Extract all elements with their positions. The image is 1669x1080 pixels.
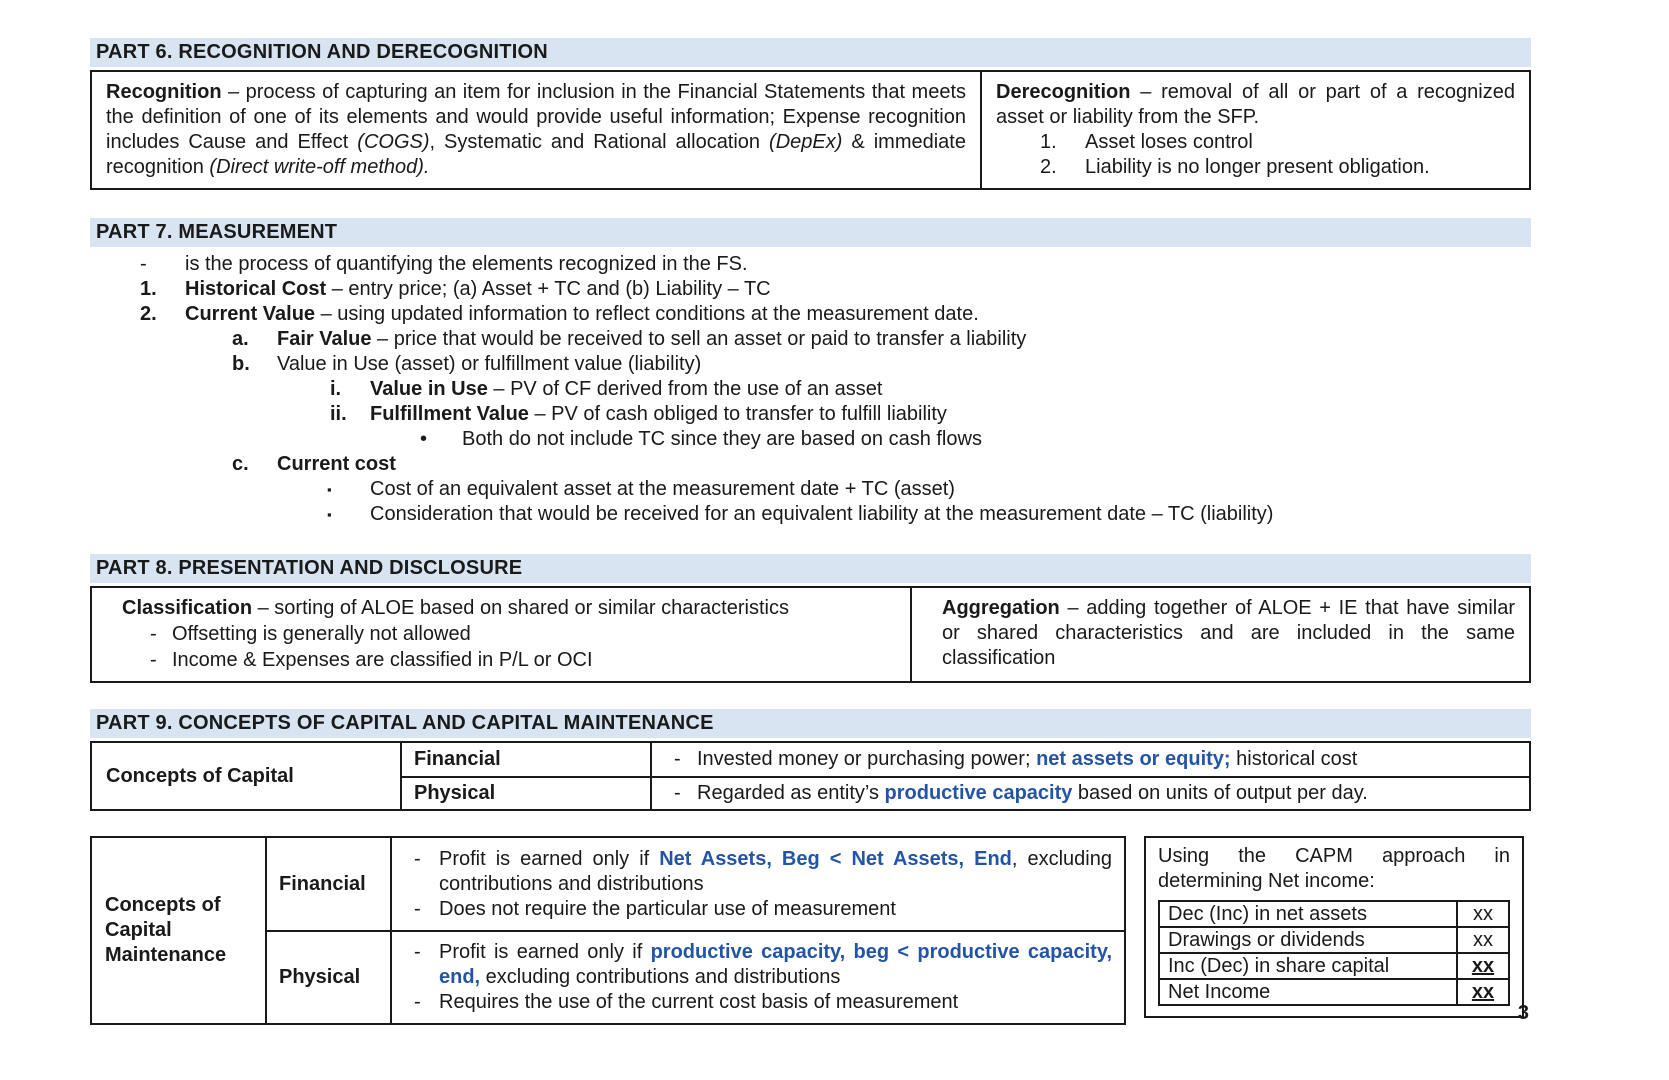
concepts-of-capital-table: [90, 741, 1531, 811]
capital-physical-label: Physical: [402, 776, 652, 809]
list-item: [996, 130, 1515, 155]
classification-cell: [92, 588, 912, 681]
capital-physical-desc: [652, 776, 1529, 809]
page-number: 3: [1517, 1002, 1529, 1024]
list-item: [90, 252, 1531, 277]
list-item-text: Consideration that would be received for an equivalent liability at the measurement date – TC (liability): [370, 503, 1274, 525]
dash-marker: -: [674, 782, 681, 804]
bullet-icon: •: [420, 428, 428, 450]
part7-header: PART 7. MEASUREMENT: [90, 218, 1531, 247]
part6-header: PART 6. RECOGNITION AND DERECOGNITION: [90, 38, 1531, 67]
dash-marker: -: [150, 649, 157, 671]
list-item-text: Both do not include TC since they are based on cash flows: [462, 428, 982, 450]
capm-row-value: xx: [1457, 927, 1509, 953]
list-item: [150, 647, 896, 673]
list-item-text: Requires the use of the current cost basis of measurement: [439, 991, 959, 1013]
list-item-text: Fair Value – price that would be received to sell an asset or paid to transfer a liability: [277, 328, 1027, 350]
list-item: [414, 897, 1112, 922]
capital-row-header: Concepts of Capital: [92, 743, 402, 809]
part7-section: [90, 218, 1531, 527]
list-item-text: Liability is no longer present obligation.: [1085, 156, 1430, 178]
list-item: [414, 990, 1112, 1015]
list-marker: a.: [232, 328, 249, 350]
recognition-derecognition-box: [90, 70, 1531, 190]
list-item-text: Asset loses control: [1085, 131, 1253, 153]
list-item-text: Current cost: [277, 453, 396, 475]
maintenance-financial-desc: [392, 838, 1124, 930]
list-item: [90, 327, 1531, 352]
list-item-text: Value in Use – PV of CF derived from the use of an asset: [370, 378, 883, 400]
capital-financial-text: Invested money or purchasing power; net assets or equity; historical cost: [697, 748, 1358, 770]
capm-row-label: Dec (Inc) in net assets: [1159, 901, 1457, 927]
capm-row-label: Drawings or dividends: [1159, 927, 1457, 953]
recognition-text: Recognition – process of capturing an item for inclusion in the Financial Statements that meets the definition of one of its elements and would provide useful information; Expense recognition includes Cause and Effect (COGS), Systematic and Rational allocation (DepEx) & immediate recognition (Direct write-off method).: [106, 81, 966, 178]
aggregation-cell: [912, 588, 1529, 681]
aggregation-text: Aggregation – adding together of ALOE + IE that have similar or shared characteristics and are included in the same classification: [942, 597, 1515, 669]
measurement-list: [90, 252, 1531, 527]
list-item: [90, 302, 1531, 327]
list-item: [414, 940, 1112, 990]
table-row: [1159, 979, 1509, 1005]
capm-panel: [1144, 836, 1524, 1018]
list-item: [90, 377, 1531, 402]
capm-row-value: xx: [1457, 979, 1509, 1005]
derecognition-list: [996, 130, 1515, 180]
dash-marker: -: [414, 941, 421, 963]
list-item-text: Income & Expenses are classified in P/L or OCI: [172, 649, 593, 671]
capital-maintenance-row: [90, 836, 1531, 1025]
recognition-cell: [92, 72, 982, 188]
list-item-text: Current Value – using updated information to reflect conditions at the measurement date.: [185, 303, 979, 325]
list-item-text: Profit is earned only if productive capacity, beg < productive capacity, end, excluding contributions and distributions: [439, 941, 1113, 988]
classification-text: Classification – sorting of ALOE based on shared or similar characteristics: [122, 597, 789, 619]
capm-row-value: xx: [1457, 901, 1509, 927]
list-item: [90, 402, 1531, 427]
list-marker: 1.: [140, 278, 157, 300]
list-item: [996, 155, 1515, 180]
list-item-text: is the process of quantifying the elements recognized in the FS.: [185, 253, 748, 275]
capm-row-value: xx: [1457, 953, 1509, 979]
list-marker: c.: [232, 453, 249, 475]
list-item: [90, 502, 1531, 527]
derecognition-text: Derecognition – removal of all or part of a recognized asset or liability from the SFP.: [996, 81, 1515, 128]
square-bullet-icon: ▪: [327, 482, 332, 497]
list-item: [90, 427, 1531, 452]
list-number: 2.: [1040, 156, 1057, 178]
list-item: [150, 621, 896, 647]
list-item-text: Value in Use (asset) or fulfillment value (liability): [277, 353, 702, 375]
maintenance-physical-label: Physical: [267, 930, 392, 1023]
part9-header: PART 9. CONCEPTS OF CAPITAL AND CAPITAL MAINTENANCE: [90, 709, 1531, 738]
capital-physical-text: Regarded as entity’s productive capacity based on units of output per day.: [697, 782, 1368, 804]
list-item: [90, 277, 1531, 302]
table-row: [1159, 953, 1509, 979]
table-row: [1159, 927, 1509, 953]
dash-marker: -: [414, 847, 421, 870]
list-item: [90, 477, 1531, 502]
list-marker: b.: [232, 353, 250, 375]
list-item: [90, 452, 1531, 477]
list-marker: -: [140, 253, 147, 275]
list-item-text: Profit is earned only if Net Assets, Beg < Net Assets, End, excluding contributions and distributions: [439, 847, 1112, 895]
capital-financial-label: Financial: [402, 743, 652, 776]
list-item-text: Does not require the particular use of measurement: [439, 897, 896, 920]
dash-marker: -: [674, 748, 681, 770]
maintenance-row-header: Concepts of Capital Maintenance: [92, 838, 267, 1023]
list-marker: i.: [330, 378, 342, 400]
capm-row-label: Inc (Dec) in share capital: [1159, 953, 1457, 979]
dash-marker: -: [414, 897, 421, 920]
part6-section: [90, 38, 1531, 190]
part8-section: [90, 554, 1531, 683]
list-number: 1.: [1040, 131, 1057, 153]
capm-title: Using the CAPM approach in determining Net income:: [1158, 845, 1510, 892]
table-row: [1159, 901, 1509, 927]
derecognition-cell: [982, 72, 1529, 188]
list-item-text: Historical Cost – entry price; (a) Asset + TC and (b) Liability – TC: [185, 278, 771, 300]
list-marker: ii.: [330, 403, 347, 425]
square-bullet-icon: ▪: [327, 507, 332, 522]
capm-row-label: Net Income: [1159, 979, 1457, 1005]
part8-header: PART 8. PRESENTATION AND DISCLOSURE: [90, 554, 1531, 583]
capital-maintenance-table: [90, 836, 1126, 1025]
list-item-text: Cost of an equivalent asset at the measurement date + TC (asset): [370, 478, 955, 500]
dash-marker: -: [414, 991, 421, 1013]
part9-section: [90, 709, 1531, 1025]
presentation-disclosure-box: [90, 586, 1531, 683]
list-marker: 2.: [140, 303, 157, 325]
document-page: [90, 38, 1531, 1025]
capm-table: [1158, 900, 1510, 1006]
list-item: [90, 352, 1531, 377]
maintenance-physical-desc: [392, 930, 1124, 1023]
list-item-text: Fulfillment Value – PV of cash obliged to transfer to fulfill liability: [370, 403, 947, 425]
dash-marker: -: [150, 623, 157, 645]
list-item: [414, 847, 1112, 897]
maintenance-financial-label: Financial: [267, 838, 392, 930]
capital-financial-desc: [652, 743, 1529, 776]
list-item-text: Offsetting is generally not allowed: [172, 623, 471, 645]
